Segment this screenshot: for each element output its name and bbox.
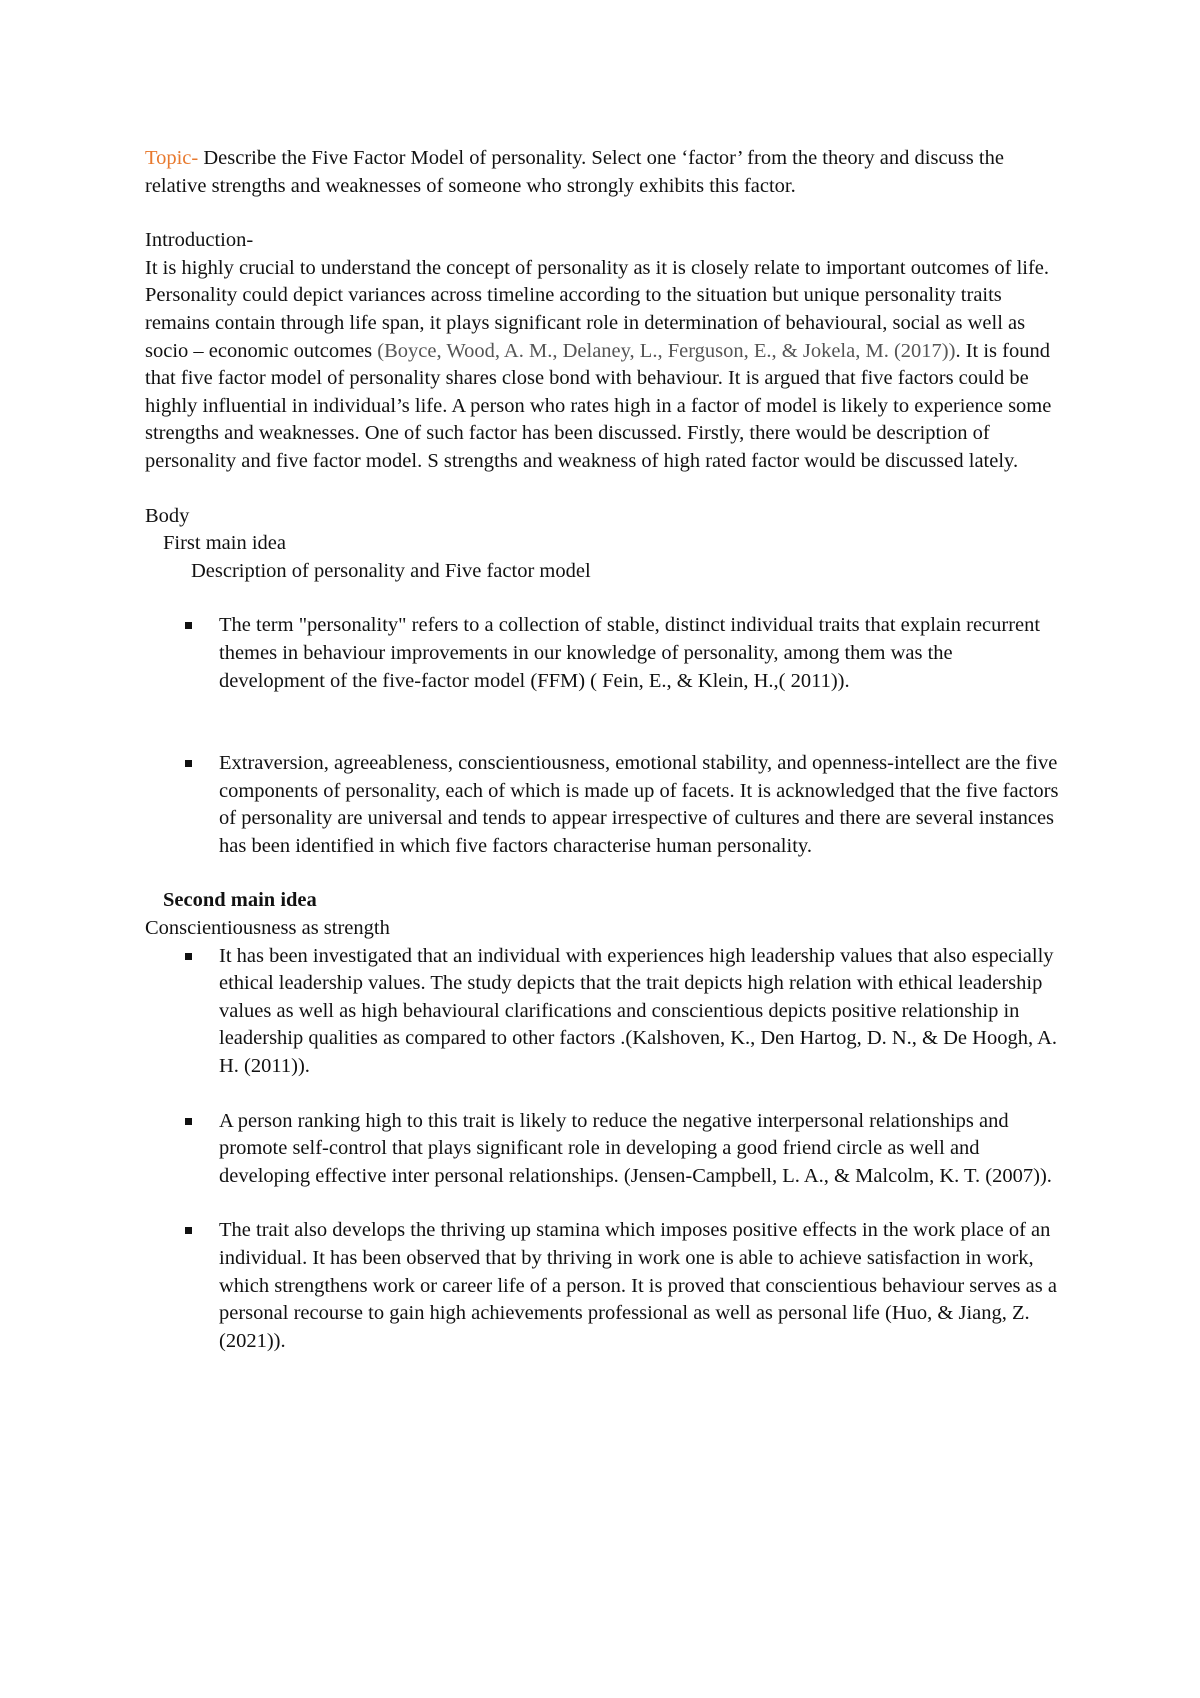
introduction-text: It is highly crucial to understand the concept of personality as it is closely relate to important outcomes of life. Personality could depict variances across timeline according to the situation but unique personality traits remains contain through life span, it plays significant role in determination of behavioural, social as well as socio – economic outcomes xyxy=(145,256,1050,362)
list-item xyxy=(145,1217,1060,1355)
spacer xyxy=(145,860,1060,887)
first-main-idea-heading: First main idea xyxy=(163,532,286,555)
list-item xyxy=(145,750,1060,860)
second-main-idea-subheading: Conscientiousness as strength xyxy=(145,917,390,940)
square-bullet-icon xyxy=(185,1227,192,1234)
list-item xyxy=(145,943,1060,1081)
introduction-citation: (Boyce, Wood, A. M., Delaney, L., Ferguson, E., & Jokela, M. (2017)) xyxy=(377,339,956,362)
first-main-idea-subheading: Description of personality and Five factor model xyxy=(191,559,591,582)
introduction-heading: Introduction- xyxy=(145,229,254,252)
square-bullet-icon xyxy=(185,622,192,629)
bullet-text: Extraversion, agreeableness, conscientiousness, emotional stability, and openness-intellect are the five components of personality, each of which is made up of facets. It is acknowledged that the five factors of personality are universal and tends to appear irrespective of cultures and there are several instances has been identified in which five factors characterise human personality. xyxy=(219,752,1059,857)
second-main-idea-bullets xyxy=(145,943,1060,1356)
topic-label: Topic- xyxy=(145,147,199,169)
list-item xyxy=(145,1108,1060,1191)
body-heading: Body xyxy=(145,504,190,527)
bullet-text: It has been investigated that an individual with experiences high leadership values that also especially ethical leadership values. The study depicts that the trait depicts high relation with ethical leadership values as well as high behavioural clarifications and conscientious depicts positive relationship in leadership qualities as compared to other factors .(Kalshoven, K., Den Hartog, D. N., & De Hoogh, A. H. (2011)). xyxy=(219,944,1058,1078)
square-bullet-icon xyxy=(185,953,192,960)
introduction-paragraph xyxy=(145,255,1060,476)
spacer xyxy=(145,476,1060,503)
square-bullet-icon xyxy=(185,1118,192,1125)
bullet-text: A person ranking high to this trait is likely to reduce the negative interpersonal relationships and promote self-control that plays significant role in developing a good friend circle as well and developing effective inter personal relationships. (Jensen-Campbell, L. A., & Malcolm, K. T. (2007)). xyxy=(219,1109,1052,1187)
introduction-text-after: . It is found that five factor model of personality shares close bond with behaviour. It is argued that five factors could be highly influential in individual’s life. A person who rates high in a factor of model is likely to experience some strengths and weaknesses. One of such factor has been discussed. Firstly, there would be description of personality and five factor model. S strengths and weakness of high rated factor would be discussed lately. xyxy=(145,339,1052,472)
topic-text: Describe the Five Factor Model of personality. Select one ‘factor’ from the theory and discuss the relative strengths and weaknesses of someone who strongly exhibits this factor. xyxy=(145,147,1004,197)
square-bullet-icon xyxy=(185,760,192,767)
document-content xyxy=(145,145,1060,1355)
first-main-idea-bullets xyxy=(145,612,1060,860)
spacer xyxy=(145,200,1060,227)
second-main-idea-heading: Second main idea xyxy=(163,889,317,912)
spacer xyxy=(145,585,1060,612)
bullet-text: The term "personality" refers to a collection of stable, distinct individual traits that explain recurrent themes in behaviour improvements in our knowledge of personality, among them was the development of the five-factor model (FFM) ( Fein, E., & Klein, H.,( 2011)). xyxy=(219,614,1041,692)
list-item xyxy=(145,612,1060,695)
topic-paragraph xyxy=(145,145,1060,200)
bullet-text: The trait also develops the thriving up stamina which imposes positive effects in the work place of an individual. It has been observed that by thriving in work one is able to achieve satisfaction in work, which strengthens work or career life of a person. It is proved that conscientious behaviour serves as a personal recourse to gain high achievements professional as well as personal life (Huo, & Jiang, Z. (2021)). xyxy=(219,1219,1057,1352)
